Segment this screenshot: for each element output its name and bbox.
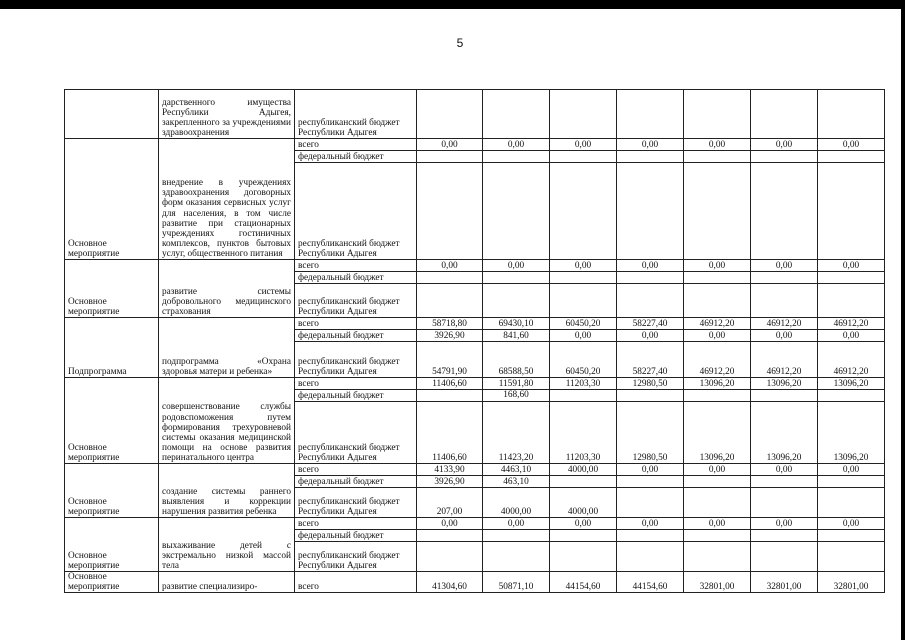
year-6-amount-cell bbox=[751, 151, 818, 163]
year-1-amount-cell: 0,00 bbox=[417, 139, 483, 151]
year-2-amount-cell: 168,60 bbox=[483, 390, 550, 402]
year-1-amount-cell: 4133,90 bbox=[417, 464, 483, 476]
year-6-amount-cell bbox=[751, 488, 818, 518]
funding-source-cell: федеральный бюджет bbox=[295, 330, 417, 342]
year-2-amount-cell: 50871,10 bbox=[483, 572, 550, 593]
activity-description-cell: развитие специализиро- bbox=[159, 572, 295, 593]
activity-description-cell: дарственного имущества Республики Адыгея, закрепленного за учреждениями здравоохранения bbox=[159, 90, 295, 139]
year-2-amount-cell: 463,10 bbox=[483, 476, 550, 488]
activity-description-cell: развитие системы добровольного медицинского страхования bbox=[159, 260, 295, 318]
funding-source-cell: всего bbox=[295, 518, 417, 530]
year-2-amount-cell bbox=[483, 542, 550, 572]
year-3-amount-cell: 0,00 bbox=[550, 330, 617, 342]
year-2-amount-cell bbox=[483, 530, 550, 542]
year-5-amount-cell: 0,00 bbox=[684, 139, 751, 151]
year-6-amount-cell bbox=[751, 542, 818, 572]
year-4-amount-cell: 0,00 bbox=[617, 464, 684, 476]
year-5-amount-cell: 32801,00 bbox=[684, 572, 751, 593]
year-5-amount-cell bbox=[684, 488, 751, 518]
year-6-amount-cell: 13096,20 bbox=[751, 378, 818, 390]
year-4-amount-cell: 12980,50 bbox=[617, 378, 684, 390]
year-4-amount-cell: 0,00 bbox=[617, 260, 684, 272]
funding-source-cell: федеральный бюджет bbox=[295, 390, 417, 402]
funding-source-cell: республиканский бюджет Республики Адыгея bbox=[295, 90, 417, 139]
year-6-amount-cell: 32801,00 bbox=[751, 572, 818, 593]
year-2-amount-cell bbox=[483, 163, 550, 260]
funding-source-cell: всего bbox=[295, 260, 417, 272]
year-3-amount-cell bbox=[550, 476, 617, 488]
year-2-amount-cell: 841,60 bbox=[483, 330, 550, 342]
year-7-amount-cell bbox=[818, 488, 885, 518]
year-7-amount-cell: 0,00 bbox=[818, 518, 885, 530]
year-7-amount-cell bbox=[818, 151, 885, 163]
activity-type-cell: Основное мероприятие bbox=[65, 378, 159, 464]
year-5-amount-cell: 46912,20 bbox=[684, 342, 751, 378]
year-7-amount-cell bbox=[818, 530, 885, 542]
year-2-amount-cell: 68588,50 bbox=[483, 342, 550, 378]
page-number: 5 bbox=[456, 36, 464, 50]
year-3-amount-cell: 4000,00 bbox=[550, 464, 617, 476]
year-5-amount-cell bbox=[684, 272, 751, 284]
funding-source-cell: федеральный бюджет bbox=[295, 476, 417, 488]
year-4-amount-cell bbox=[617, 90, 684, 139]
year-4-amount-cell: 58227,40 bbox=[617, 342, 684, 378]
year-6-amount-cell bbox=[751, 163, 818, 260]
year-5-amount-cell bbox=[684, 90, 751, 139]
year-7-amount-cell: 0,00 bbox=[818, 139, 885, 151]
year-7-amount-cell bbox=[818, 163, 885, 260]
year-4-amount-cell: 0,00 bbox=[617, 139, 684, 151]
year-4-amount-cell bbox=[617, 163, 684, 260]
activity-description-cell: создание системы раннего выявления и коррекции нарушения развития ребенка bbox=[159, 464, 295, 518]
funding-source-cell: всего bbox=[295, 318, 417, 330]
year-6-amount-cell bbox=[751, 272, 818, 284]
year-1-amount-cell bbox=[417, 151, 483, 163]
year-5-amount-cell bbox=[684, 163, 751, 260]
year-7-amount-cell: 0,00 bbox=[818, 330, 885, 342]
year-7-amount-cell: 13096,20 bbox=[818, 378, 885, 390]
year-5-amount-cell bbox=[684, 542, 751, 572]
year-5-amount-cell: 0,00 bbox=[684, 260, 751, 272]
year-1-amount-cell: 0,00 bbox=[417, 518, 483, 530]
funding-source-cell: федеральный бюджет bbox=[295, 272, 417, 284]
year-6-amount-cell: 0,00 bbox=[751, 464, 818, 476]
funding-source-cell: республиканский бюджет Республики Адыгея bbox=[295, 342, 417, 378]
year-5-amount-cell: 13096,20 bbox=[684, 402, 751, 464]
year-1-amount-cell bbox=[417, 542, 483, 572]
budget-table bbox=[64, 89, 885, 593]
year-7-amount-cell bbox=[818, 390, 885, 402]
year-3-amount-cell bbox=[550, 284, 617, 318]
year-7-amount-cell bbox=[818, 476, 885, 488]
funding-source-cell: всего bbox=[295, 378, 417, 390]
year-3-amount-cell: 0,00 bbox=[550, 518, 617, 530]
year-1-amount-cell: 11406,60 bbox=[417, 378, 483, 390]
funding-source-cell: всего bbox=[295, 139, 417, 151]
table-row bbox=[65, 318, 885, 330]
table-row bbox=[65, 139, 885, 151]
year-3-amount-cell: 0,00 bbox=[550, 260, 617, 272]
activity-type-cell: Подпрограмма bbox=[65, 318, 159, 378]
year-3-amount-cell bbox=[550, 272, 617, 284]
year-3-amount-cell: 4000,00 bbox=[550, 488, 617, 518]
year-2-amount-cell: 0,00 bbox=[483, 139, 550, 151]
year-7-amount-cell bbox=[818, 542, 885, 572]
year-3-amount-cell bbox=[550, 163, 617, 260]
year-1-amount-cell: 3926,90 bbox=[417, 330, 483, 342]
table-row bbox=[65, 464, 885, 476]
year-1-amount-cell: 41304,60 bbox=[417, 572, 483, 593]
year-4-amount-cell bbox=[617, 488, 684, 518]
funding-source-cell: республиканский бюджет Республики Адыгея bbox=[295, 542, 417, 572]
year-1-amount-cell bbox=[417, 272, 483, 284]
year-2-amount-cell: 69430,10 bbox=[483, 318, 550, 330]
scan-right-border bbox=[901, 0, 905, 640]
year-6-amount-cell: 0,00 bbox=[751, 260, 818, 272]
table-row bbox=[65, 378, 885, 390]
year-1-amount-cell: 207,00 bbox=[417, 488, 483, 518]
year-2-amount-cell bbox=[483, 151, 550, 163]
year-1-amount-cell bbox=[417, 163, 483, 260]
table-row bbox=[65, 90, 885, 139]
year-4-amount-cell bbox=[617, 284, 684, 318]
year-3-amount-cell: 11203,30 bbox=[550, 378, 617, 390]
year-7-amount-cell: 13096,20 bbox=[818, 402, 885, 464]
year-5-amount-cell bbox=[684, 151, 751, 163]
activity-type-cell: Основное мероприятие bbox=[65, 572, 159, 593]
activity-type-cell bbox=[65, 90, 159, 139]
year-3-amount-cell bbox=[550, 151, 617, 163]
year-1-amount-cell bbox=[417, 390, 483, 402]
year-4-amount-cell bbox=[617, 476, 684, 488]
year-7-amount-cell: 0,00 bbox=[818, 464, 885, 476]
year-2-amount-cell bbox=[483, 90, 550, 139]
activity-type-cell: Основное мероприятие bbox=[65, 139, 159, 260]
year-6-amount-cell: 13096,20 bbox=[751, 402, 818, 464]
year-6-amount-cell: 46912,20 bbox=[751, 342, 818, 378]
year-7-amount-cell: 46912,20 bbox=[818, 318, 885, 330]
funding-source-cell: всего bbox=[295, 464, 417, 476]
scan-top-border bbox=[0, 0, 905, 9]
funding-source-cell: федеральный бюджет bbox=[295, 151, 417, 163]
year-6-amount-cell bbox=[751, 90, 818, 139]
year-2-amount-cell: 11423,20 bbox=[483, 402, 550, 464]
funding-source-cell: республиканский бюджет Республики Адыгея bbox=[295, 284, 417, 318]
year-6-amount-cell: 0,00 bbox=[751, 518, 818, 530]
activity-description-cell: выхаживание детей с экстремально низкой массой тела bbox=[159, 518, 295, 572]
year-4-amount-cell: 12980,50 bbox=[617, 402, 684, 464]
funding-source-cell: республиканский бюджет Республики Адыгея bbox=[295, 402, 417, 464]
year-4-amount-cell: 58227,40 bbox=[617, 318, 684, 330]
year-3-amount-cell bbox=[550, 530, 617, 542]
year-7-amount-cell bbox=[818, 284, 885, 318]
activity-description-cell: совершенствование службы родовспоможения путем формирования трехуровневой системы оказания медицинской помощи на основе развития перинатального центра bbox=[159, 378, 295, 464]
year-5-amount-cell bbox=[684, 530, 751, 542]
year-1-amount-cell: 58718,80 bbox=[417, 318, 483, 330]
year-2-amount-cell: 4000,00 bbox=[483, 488, 550, 518]
year-1-amount-cell: 54791,90 bbox=[417, 342, 483, 378]
funding-source-cell: республиканский бюджет Республики Адыгея bbox=[295, 488, 417, 518]
year-4-amount-cell: 0,00 bbox=[617, 330, 684, 342]
year-3-amount-cell: 60450,20 bbox=[550, 318, 617, 330]
year-5-amount-cell: 0,00 bbox=[684, 464, 751, 476]
year-2-amount-cell: 0,00 bbox=[483, 260, 550, 272]
year-5-amount-cell: 0,00 bbox=[684, 330, 751, 342]
year-6-amount-cell: 46912,20 bbox=[751, 318, 818, 330]
year-3-amount-cell: 44154,60 bbox=[550, 572, 617, 593]
year-6-amount-cell bbox=[751, 476, 818, 488]
year-2-amount-cell: 4463,10 bbox=[483, 464, 550, 476]
year-7-amount-cell: 0,00 bbox=[818, 260, 885, 272]
year-7-amount-cell bbox=[818, 272, 885, 284]
activity-type-cell: Основное мероприятие bbox=[65, 464, 159, 518]
funding-source-cell: всего bbox=[295, 572, 417, 593]
funding-source-cell: федеральный бюджет bbox=[295, 530, 417, 542]
year-4-amount-cell bbox=[617, 272, 684, 284]
year-7-amount-cell bbox=[818, 90, 885, 139]
table-row bbox=[65, 260, 885, 272]
year-5-amount-cell bbox=[684, 284, 751, 318]
year-1-amount-cell: 3926,90 bbox=[417, 476, 483, 488]
year-4-amount-cell bbox=[617, 151, 684, 163]
year-6-amount-cell: 0,00 bbox=[751, 330, 818, 342]
year-3-amount-cell bbox=[550, 90, 617, 139]
year-5-amount-cell bbox=[684, 476, 751, 488]
year-1-amount-cell bbox=[417, 284, 483, 318]
year-2-amount-cell bbox=[483, 284, 550, 318]
table-row bbox=[65, 572, 885, 593]
year-3-amount-cell bbox=[550, 390, 617, 402]
table-row bbox=[65, 518, 885, 530]
year-6-amount-cell bbox=[751, 390, 818, 402]
year-2-amount-cell: 11591,80 bbox=[483, 378, 550, 390]
year-1-amount-cell: 11406,60 bbox=[417, 402, 483, 464]
year-2-amount-cell: 0,00 bbox=[483, 518, 550, 530]
year-5-amount-cell: 0,00 bbox=[684, 518, 751, 530]
year-4-amount-cell: 0,00 bbox=[617, 518, 684, 530]
year-4-amount-cell bbox=[617, 530, 684, 542]
year-5-amount-cell bbox=[684, 390, 751, 402]
year-3-amount-cell bbox=[550, 542, 617, 572]
year-4-amount-cell bbox=[617, 542, 684, 572]
year-7-amount-cell: 32801,00 bbox=[818, 572, 885, 593]
funding-source-cell: республиканский бюджет Республики Адыгея bbox=[295, 163, 417, 260]
activity-description-cell: внедрение в учреждениях здравоохранения договорных форм оказания сервисных услуг для населения, в том числе развитие при стационарных учреждениях гостиничных комплексов, пунктов бытовых услуг, общественного питания bbox=[159, 139, 295, 260]
year-6-amount-cell bbox=[751, 284, 818, 318]
year-1-amount-cell bbox=[417, 530, 483, 542]
year-6-amount-cell: 0,00 bbox=[751, 139, 818, 151]
year-1-amount-cell bbox=[417, 90, 483, 139]
year-4-amount-cell: 44154,60 bbox=[617, 572, 684, 593]
year-5-amount-cell: 46912,20 bbox=[684, 318, 751, 330]
activity-description-cell: подпрограмма «Охрана здоровья матери и ребенка» bbox=[159, 318, 295, 378]
year-5-amount-cell: 13096,20 bbox=[684, 378, 751, 390]
activity-type-cell: Основное мероприятие bbox=[65, 260, 159, 318]
year-6-amount-cell bbox=[751, 530, 818, 542]
activity-type-cell: Основное мероприятие bbox=[65, 518, 159, 572]
year-4-amount-cell bbox=[617, 390, 684, 402]
year-3-amount-cell: 60450,20 bbox=[550, 342, 617, 378]
year-1-amount-cell: 0,00 bbox=[417, 260, 483, 272]
year-2-amount-cell bbox=[483, 272, 550, 284]
year-7-amount-cell: 46912,20 bbox=[818, 342, 885, 378]
year-3-amount-cell: 0,00 bbox=[550, 139, 617, 151]
year-3-amount-cell: 11203,30 bbox=[550, 402, 617, 464]
